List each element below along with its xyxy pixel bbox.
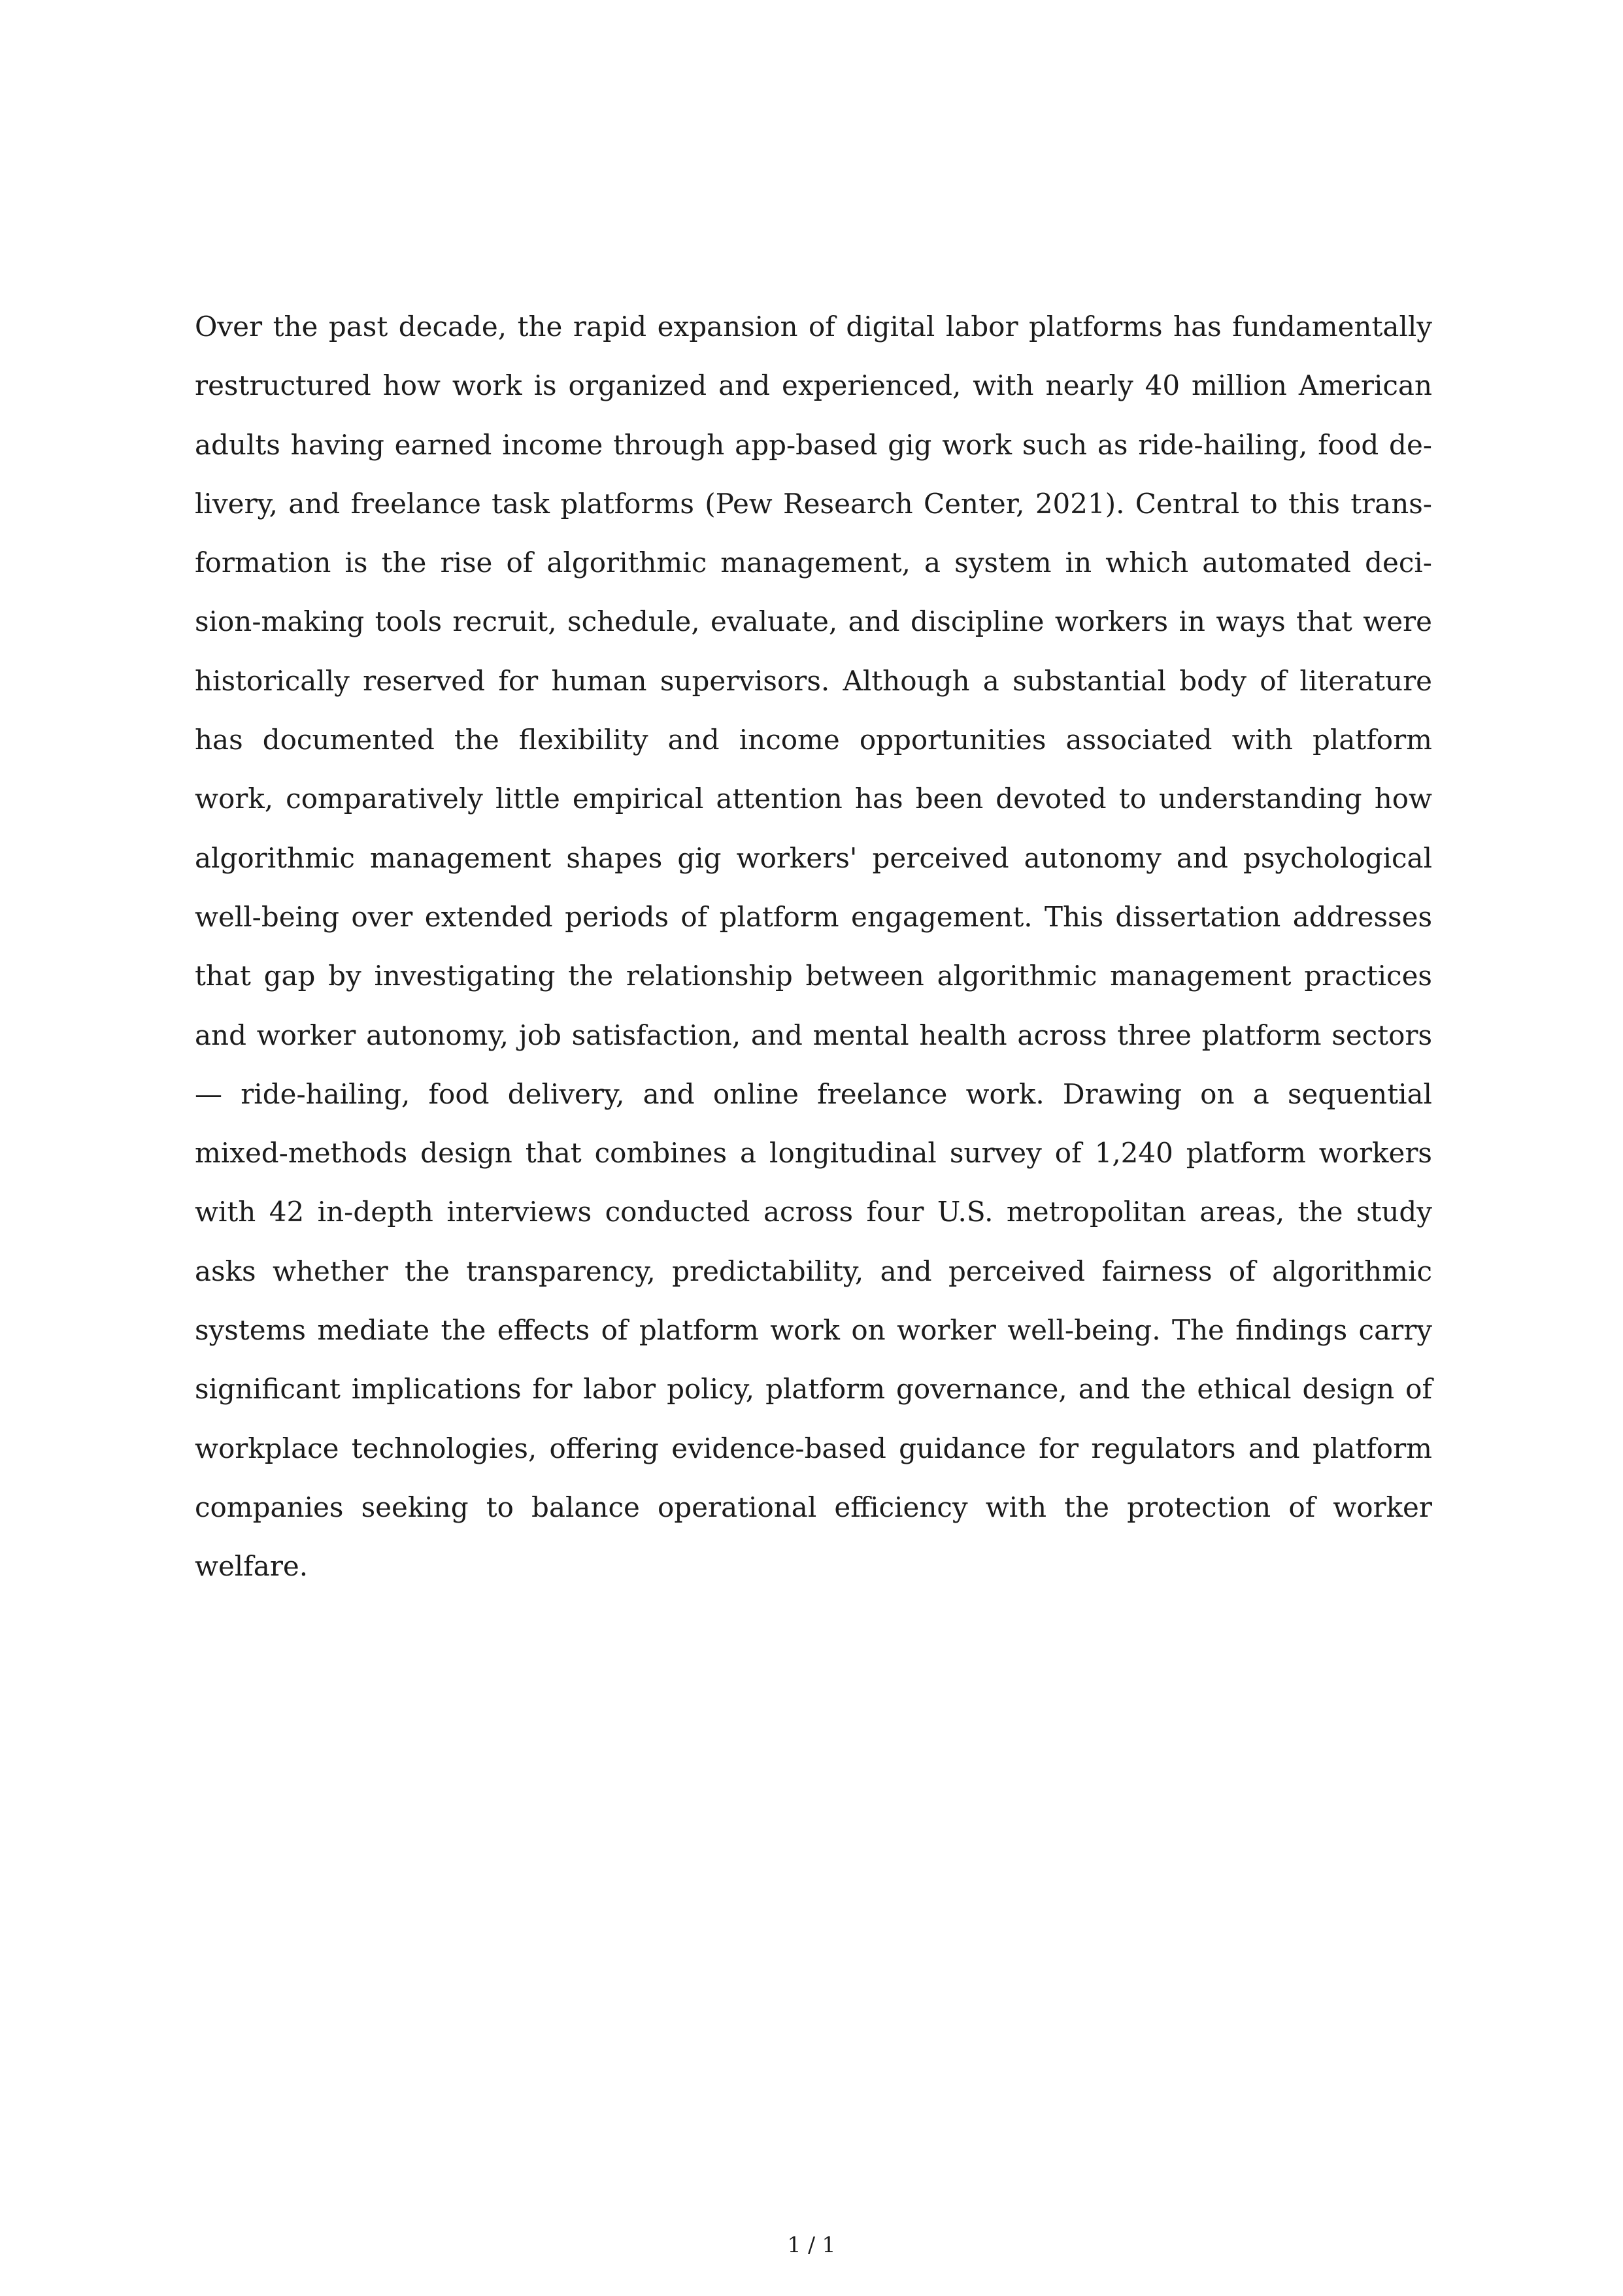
paragraph-line: has documented the flexibility and income opportunities associated with platform [195, 724, 1432, 756]
paragraph-line: algorithmic management shapes gig workers' perceived autonomy and psychological [195, 841, 1432, 874]
paragraph-line: significant implications for labor policy, platform governance, and the ethical design of [195, 1373, 1432, 1406]
paragraph-line: asks whether the transparency, predictability, and perceived fairness of algorithmic [195, 1255, 1432, 1287]
paragraph-line: historically reserved for human supervisors. Although a substantial body of literature [195, 664, 1432, 697]
paragraph-line: adults having earned income through app-based gig work such as ride-hailing, food de- [195, 428, 1432, 461]
paragraph-line: well-being over extended periods of platform engagement. This dissertation addresses [195, 900, 1432, 933]
paragraph-line: companies seeking to balance operational efficiency with the protection of worker [195, 1491, 1432, 1523]
body-paragraph [195, 297, 1432, 1596]
page-number: 1 / 1 [787, 2232, 836, 2257]
paragraph-line: welfare. [195, 1550, 309, 1583]
paragraph-line: that gap by investigating the relationship between algorithmic management practices [195, 960, 1432, 992]
paragraph-line: — ride-hailing, food delivery, and online freelance work. Drawing on a sequential [195, 1077, 1432, 1110]
paragraph-line: Over the past decade, the rapid expansion of digital labor platforms has fundamentally [195, 311, 1432, 343]
paragraph-line: work, comparatively little empirical attention has been devoted to understanding how [195, 783, 1432, 815]
paragraph-line: workplace technologies, offering evidence-based guidance for regulators and platform [195, 1432, 1432, 1464]
paragraph-line: with 42 in-depth interviews conducted across four U.S. metropolitan areas, the study [195, 1196, 1432, 1228]
paragraph-line: livery, and freelance task platforms (Pew Research Center, 2021). Central to this trans- [195, 487, 1432, 520]
paragraph-line: and worker autonomy, job satisfaction, and mental health across three platform sectors [195, 1019, 1432, 1051]
paragraph-line: restructured how work is organized and experienced, with nearly 40 million American [195, 369, 1432, 402]
paragraph-line: mixed-methods design that combines a longitudinal survey of 1,240 platform workers [195, 1137, 1432, 1170]
paragraph-line: sion-making tools recruit, schedule, evaluate, and discipline workers in ways that were [195, 605, 1432, 638]
paragraph-line: formation is the rise of algorithmic management, a system in which automated deci- [195, 547, 1432, 579]
paragraph-line: systems mediate the effects of platform work on worker well-being. The findings carry [195, 1314, 1432, 1347]
